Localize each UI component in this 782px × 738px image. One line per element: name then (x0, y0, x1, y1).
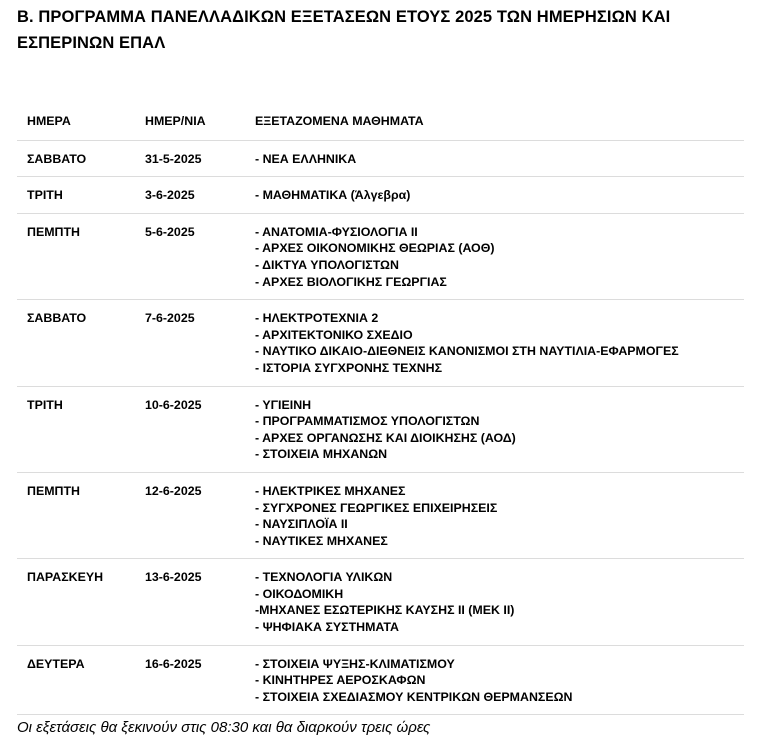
exam-date: 7-6-2025 (135, 300, 245, 386)
subject-item: - ΑΡΧΙΤΕΚΤΟΝΙΚΟ ΣΧΕΔΙΟ (255, 327, 413, 342)
subject-list (255, 656, 734, 706)
subject-item: - ΝΑΥΤΙΚΕΣ ΜΗΧΑΝΕΣ (255, 533, 388, 548)
subject-list (255, 397, 734, 463)
page-title: Β. ΠΡΟΓΡΑΜΜΑ ΠΑΝΕΛΛΑΔΙΚΩΝ ΕΞΕΤΑΣΕΩΝ ΕΤΟΥΣ 2025 ΤΩΝ ΗΜΕΡΗΣΙΩΝ ΚΑΙ ΕΣΠΕΡΙΝΩΝ ΕΠΑΛ (17, 8, 671, 52)
exam-subjects (245, 213, 744, 299)
subject-item: - ΤΕΧΝΟΛΟΓΙΑ ΥΛΙΚΩΝ (255, 570, 393, 585)
table-row (17, 140, 744, 177)
subject-item: - ΠΡΟΓΡΑΜΜΑΤΙΣΜΟΣ ΥΠΟΛΟΓΙΣΤΩΝ (255, 414, 480, 429)
table-row (17, 472, 744, 558)
exam-day: ΠΕΜΠΤΗ (17, 213, 135, 299)
subject-item: - ΨΗΦΙΑΚΑ ΣΥΣΤΗΜΑΤΑ (255, 620, 399, 635)
subject-item: - ΣΤΟΙΧΕΙΑ ΜΗΧΑΝΩΝ (255, 447, 388, 462)
table-row (17, 386, 744, 472)
exam-schedule-table (17, 103, 744, 715)
table-row (17, 559, 744, 645)
exam-day: ΠΕΜΠΤΗ (17, 472, 135, 558)
exam-day: ΣΑΒΒΑΤΟ (17, 300, 135, 386)
exam-day: ΠΑΡΑΣΚΕΥΗ (17, 559, 135, 645)
exam-date: 10-6-2025 (135, 386, 245, 472)
subject-item: - ΔΙΚΤΥΑ ΥΠΟΛΟΓΙΣΤΩΝ (255, 257, 399, 272)
exam-subjects (245, 386, 744, 472)
table-row (17, 177, 744, 214)
exam-subjects (245, 300, 744, 386)
exam-date: 31-5-2025 (135, 140, 245, 177)
exam-date: 12-6-2025 (135, 472, 245, 558)
subject-item: - ΟΙΚΟΔΟΜΙΚΗ (255, 586, 344, 601)
subject-item: - ΝΑΥΤΙΚΟ ΔΙΚΑΙΟ-ΔΙΕΘΝΕΙΣ ΚΑΝΟΝΙΣΜΟΙ ΣΤΗ ΝΑΥΤΙΛΙΑ-ΕΦΑΡΜΟΓΕΣ (255, 344, 679, 359)
exam-subjects (245, 472, 744, 558)
subject-list (255, 187, 734, 204)
subject-item: - ΚΙΝΗΤΗΡΕΣ ΑΕΡΟΣΚΑΦΩΝ (255, 673, 426, 688)
subject-item: - ΜΑΘΗΜΑΤΙΚΑ (Άλγεβρα) (255, 188, 411, 203)
subject-list (255, 224, 734, 290)
exam-subjects (245, 140, 744, 177)
subject-list (255, 310, 734, 376)
table-row (17, 300, 744, 386)
subject-item: - ΝΑΥΣΙΠΛΟΪΑ ΙΙ (255, 517, 348, 532)
subject-item: - ΙΣΤΟΡΙΑ ΣΥΓΧΡΟΝΗΣ ΤΕΧΝΗΣ (255, 360, 443, 375)
exam-subjects (245, 559, 744, 645)
header-day: ΗΜΕΡΑ (17, 103, 135, 140)
exam-subjects (245, 645, 744, 715)
subject-item: - ΥΓΙΕΙΝΗ (255, 397, 312, 412)
subject-list (255, 151, 734, 168)
table-row (17, 645, 744, 715)
exam-date: 13-6-2025 (135, 559, 245, 645)
subject-item: - ΝΕΑ ΕΛΛΗΝΙΚΑ (255, 151, 357, 166)
exam-day: ΣΑΒΒΑΤΟ (17, 140, 135, 177)
table-row (17, 213, 744, 299)
subject-list (255, 569, 734, 635)
subject-item: - ΑΡΧΕΣ ΟΡΓΑΝΩΣΗΣ ΚΑΙ ΔΙΟΙΚΗΣΗΣ (ΑΟΔ) (255, 430, 516, 445)
exam-day: ΤΡΙΤΗ (17, 177, 135, 214)
exam-day: ΤΡΙΤΗ (17, 386, 135, 472)
subject-item: - ΑΡΧΕΣ ΟΙΚΟΝΟΜΙΚΗΣ ΘΕΩΡΙΑΣ (ΑΟΘ) (255, 241, 495, 256)
exam-day: ΔΕΥΤΕΡΑ (17, 645, 135, 715)
exam-subjects (245, 177, 744, 214)
subject-item: - ΣΤΟΙΧΕΙΑ ΨΥΞΗΣ-ΚΛΙΜΑΤΙΣΜΟΥ (255, 656, 455, 671)
table-header-row (17, 103, 744, 140)
table-body (17, 140, 744, 715)
subject-item: -ΜΗΧΑΝΕΣ ΕΣΩΤΕΡΙΚΗΣ ΚΑΥΣΗΣ ΙΙ (ΜΕΚ ΙΙ) (255, 603, 515, 618)
footer-note: Οι εξετάσεις θα ξεκινούν στις 08:30 και θα διαρκούν τρεις ώρες (17, 719, 431, 736)
header-subjects: ΕΞΕΤΑΖΟΜΕΝΑ ΜΑΘΗΜΑΤΑ (245, 103, 744, 140)
subject-item: - ΗΛΕΚΤΡΙΚΕΣ ΜΗΧΑΝΕΣ (255, 483, 406, 498)
subject-item: - ΗΛΕΚΤΡΟΤΕΧΝΙΑ 2 (255, 311, 379, 326)
exam-date: 16-6-2025 (135, 645, 245, 715)
header-date: ΗΜΕΡ/ΝΙΑ (135, 103, 245, 140)
subject-item: - ΑΡΧΕΣ ΒΙΟΛΟΓΙΚΗΣ ΓΕΩΡΓΙΑΣ (255, 274, 447, 289)
subject-list (255, 483, 734, 549)
subject-item: - ΣΥΓΧΡΟΝΕΣ ΓΕΩΡΓΙΚΕΣ ΕΠΙΧΕΙΡΗΣΕΙΣ (255, 500, 498, 515)
subject-item: - ΣΤΟΙΧΕΙΑ ΣΧΕΔΙΑΣΜΟΥ ΚΕΝΤΡΙΚΩΝ ΘΕΡΜΑΝΣΕΩΝ (255, 689, 573, 704)
subject-item: - ΑΝΑΤΟΜΙΑ-ΦΥΣΙΟΛΟΓΙΑ ΙΙ (255, 224, 418, 239)
exam-date: 5-6-2025 (135, 213, 245, 299)
exam-date: 3-6-2025 (135, 177, 245, 214)
